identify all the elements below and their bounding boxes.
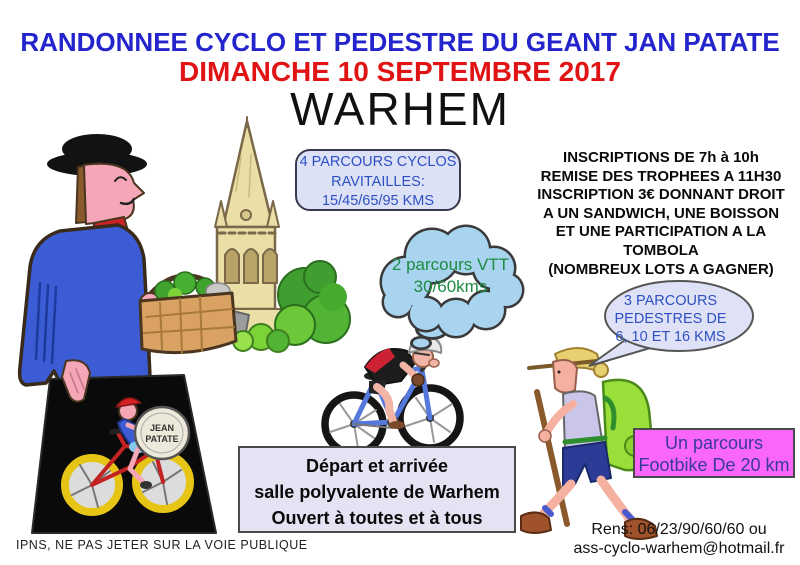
cyclos-line2: RAVITAILLES: [331, 173, 425, 190]
info-line3: INSCRIPTION 3€ DONNANT DROIT [537, 186, 785, 204]
info-line6: TOMBOLA [623, 241, 699, 259]
pedestres-bubble-text [608, 292, 733, 346]
poster-title: RANDONNEE CYCLO ET PEDESTRE DU GEANT JAN PATATE [20, 27, 780, 57]
depart-line1: Départ et arrivée [305, 456, 449, 476]
contact-phone: Rens: 06/23/90/60/60 ou [591, 521, 767, 538]
info-line1: INSCRIPTIONS DE 7h à 10h [563, 149, 759, 166]
giant-jan-patate-illustration [0, 133, 238, 537]
plaque-text-line2: PATATE [145, 434, 179, 444]
cyclos-line1: 4 PARCOURS CYCLOS [299, 154, 457, 170]
info-line5: ET UNE PARTICIPATION A LA [555, 223, 767, 241]
giant-name-plaque [135, 407, 189, 459]
pedestres-line1: 3 PARCOURS [623, 293, 718, 309]
footbike-line2: Footbike De 20 km [638, 455, 790, 475]
info-line2: REMISE DES TROPHEES A 11H30 [540, 167, 782, 185]
pedestres-line2: PEDESTRES DE [614, 311, 727, 327]
footbike-box [633, 428, 795, 478]
vtt-line2: 30/60kms [413, 277, 488, 296]
cyclos-line3: 15/45/65/95 KMS [321, 193, 435, 209]
info-line7: (NOMBREUX LOTS A GAGNER) [548, 260, 774, 278]
imprint-notice: IPNS, NE PAS JETER SUR LA VOIE PUBLIQUE [16, 538, 308, 552]
contact-info [560, 521, 798, 558]
vtt-line1: 2 parcours VTT [391, 255, 510, 274]
event-location: WARHEM [290, 83, 510, 135]
cyclos-routes-box [295, 149, 461, 211]
vtt-cloud-text [388, 254, 513, 298]
giant-basket [140, 272, 236, 353]
plaque-text-line1: JEAN [149, 423, 175, 433]
depart-box [238, 446, 516, 533]
depart-line3: Ouvert à toutes et à tous [271, 508, 483, 528]
event-date: DIMANCHE 10 SEPTEMBRE 2017 [179, 56, 621, 87]
depart-line2: salle polyvalente de Warhem [254, 482, 500, 502]
info-line4: A UN SANDWICH, UNE BOISSON [542, 204, 780, 222]
pedestres-line3: 6, 10 ET 16 KMS [615, 329, 726, 345]
contact-email: ass-cyclo-warhem@hotmail.fr [573, 539, 785, 557]
footbike-line1: Un parcours [664, 433, 764, 453]
registration-info [524, 149, 798, 279]
